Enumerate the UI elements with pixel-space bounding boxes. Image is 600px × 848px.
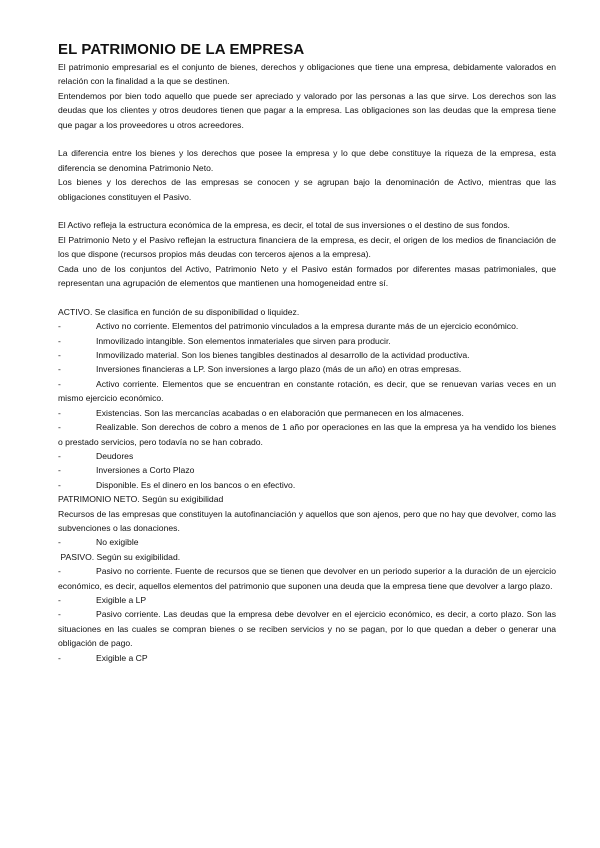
paragraph-bienes-derechos: Entendemos por bien todo aquello que puede ser apreciado y valorado por las personas a las que sirve. Los derechos son las deudas que los clientes y otros deudores tienen que pagar a la empresa. Las obligaciones son las deudas que la empresa tiene que pagar a los proveedores u otros acreedores.: [58, 90, 556, 130]
pasivo-list: [58, 564, 556, 665]
list-item: - Inmovilizado intangible. Son elementos inmateriales que sirven para producir.: [58, 335, 391, 346]
list-item: - Activo corriente. Elementos que se encuentran en constante rotación, es decir, que se renuevan varias veces en un mismo ejercicio económico.: [58, 378, 556, 404]
list-item: - Exigible a LP: [58, 594, 147, 605]
patrimonio-neto-heading: PATRIMONIO NETO. Según su exigibilidad: [58, 494, 224, 505]
paragraph-patrimonio-neto: La diferencia entre los bienes y los derechos que posee la empresa y lo que debe constituye la riqueza de la empresa, esta diferencia se denomina Patrimonio Neto.: [58, 148, 556, 173]
paragraph-estructura-financiera: El Patrimonio Neto y el Pasivo reflejan la estructura financiera de la empresa, es decir, el origen de los medios de financiación de los que dispone (recursos propios más deudas con terceros ajenos a la empresa).: [58, 234, 556, 260]
patrimonio-neto-text: Recursos de las empresas que constituyen la autofinanciación y aquellos que son ajenos, pero que no hay que devolver, como las subvenciones o las donaciones.: [58, 508, 556, 533]
page-title: EL PATRIMONIO DE LA EMPRESA: [58, 41, 305, 58]
list-item: - Pasivo corriente. Las deudas que la empresa debe devolver en el ejercicio económico, es decir, a corto plazo. Son las situaciones en las cuales se compran bienes o se reciben servicios y no se pagan, por lo que quedan a deber o generar una obligación de pago.: [58, 609, 556, 649]
pasivo-heading: PASIVO. Según su exigibilidad.: [58, 551, 181, 562]
paragraph-masas-patrimoniales: Cada uno de los conjuntos del Activo, Patrimonio Neto y el Pasivo están formados por diferentes masas patrimoniales, que representan una agrupación de elementos que mantienen una homogeneidad entre sí.: [58, 263, 556, 289]
list-item: - Realizable. Son derechos de cobro a menos de 1 año por operaciones en las que la empresa ya ha vendido los bienes o prestado servicios, pero todavía no se han cobrado.: [58, 422, 556, 447]
paragraph-activo-pasivo: Los bienes y los derechos de las empresas se conocen y se agrupan bajo la denominación de Activo, mientras que las obligaciones constituyen el Pasivo.: [58, 177, 556, 202]
list-item: - Inversiones a Corto Plazo: [58, 465, 195, 476]
list-item: - Deudores: [58, 450, 134, 461]
list-item: - No exigible: [58, 537, 139, 548]
paragraph-estructura-economica: El Activo refleja la estructura económica de la empresa, es decir, el total de sus inversiones o el destino de sus fondos.: [58, 220, 510, 231]
list-item: - Existencias. Son las mercancías acabadas o en elaboración que permanecen en los almacenes.: [58, 407, 464, 418]
patrimonio-neto-list: [58, 535, 556, 549]
list-item: - Exigible a CP: [58, 652, 148, 663]
list-item: - Activo no corriente. Elementos del patrimonio vinculados a la empresa durante más de un ejercicio económico.: [58, 321, 519, 332]
activo-list: [58, 319, 556, 492]
list-item: - Inversiones financieras a LP. Son inversiones a largo plazo (más de un año) en otras empresas.: [58, 364, 462, 375]
paragraph-definition: El patrimonio empresarial es el conjunto de bienes, derechos y obligaciones que tiene una empresa, debidamente valorados en relación con la finalidad a la que se destinen.: [58, 62, 556, 87]
list-item: - Inmovilizado material. Son los bienes tangibles destinados al desarrollo de la actividad productiva.: [58, 350, 470, 361]
list-item: - Pasivo no corriente. Fuente de recursos que se tienen que devolver en un periodo superior a la duración de un ejercicio económico, es decir, aquellos elementos del patrimonio que suponen una deuda que la empresa tiene que devolver a largo plazo.: [58, 566, 556, 591]
activo-heading: ACTIVO. Se clasifica en función de su disponibilidad o liquidez.: [58, 306, 300, 317]
list-item: - Disponible. Es el dinero en los bancos o en efectivo.: [58, 479, 296, 490]
